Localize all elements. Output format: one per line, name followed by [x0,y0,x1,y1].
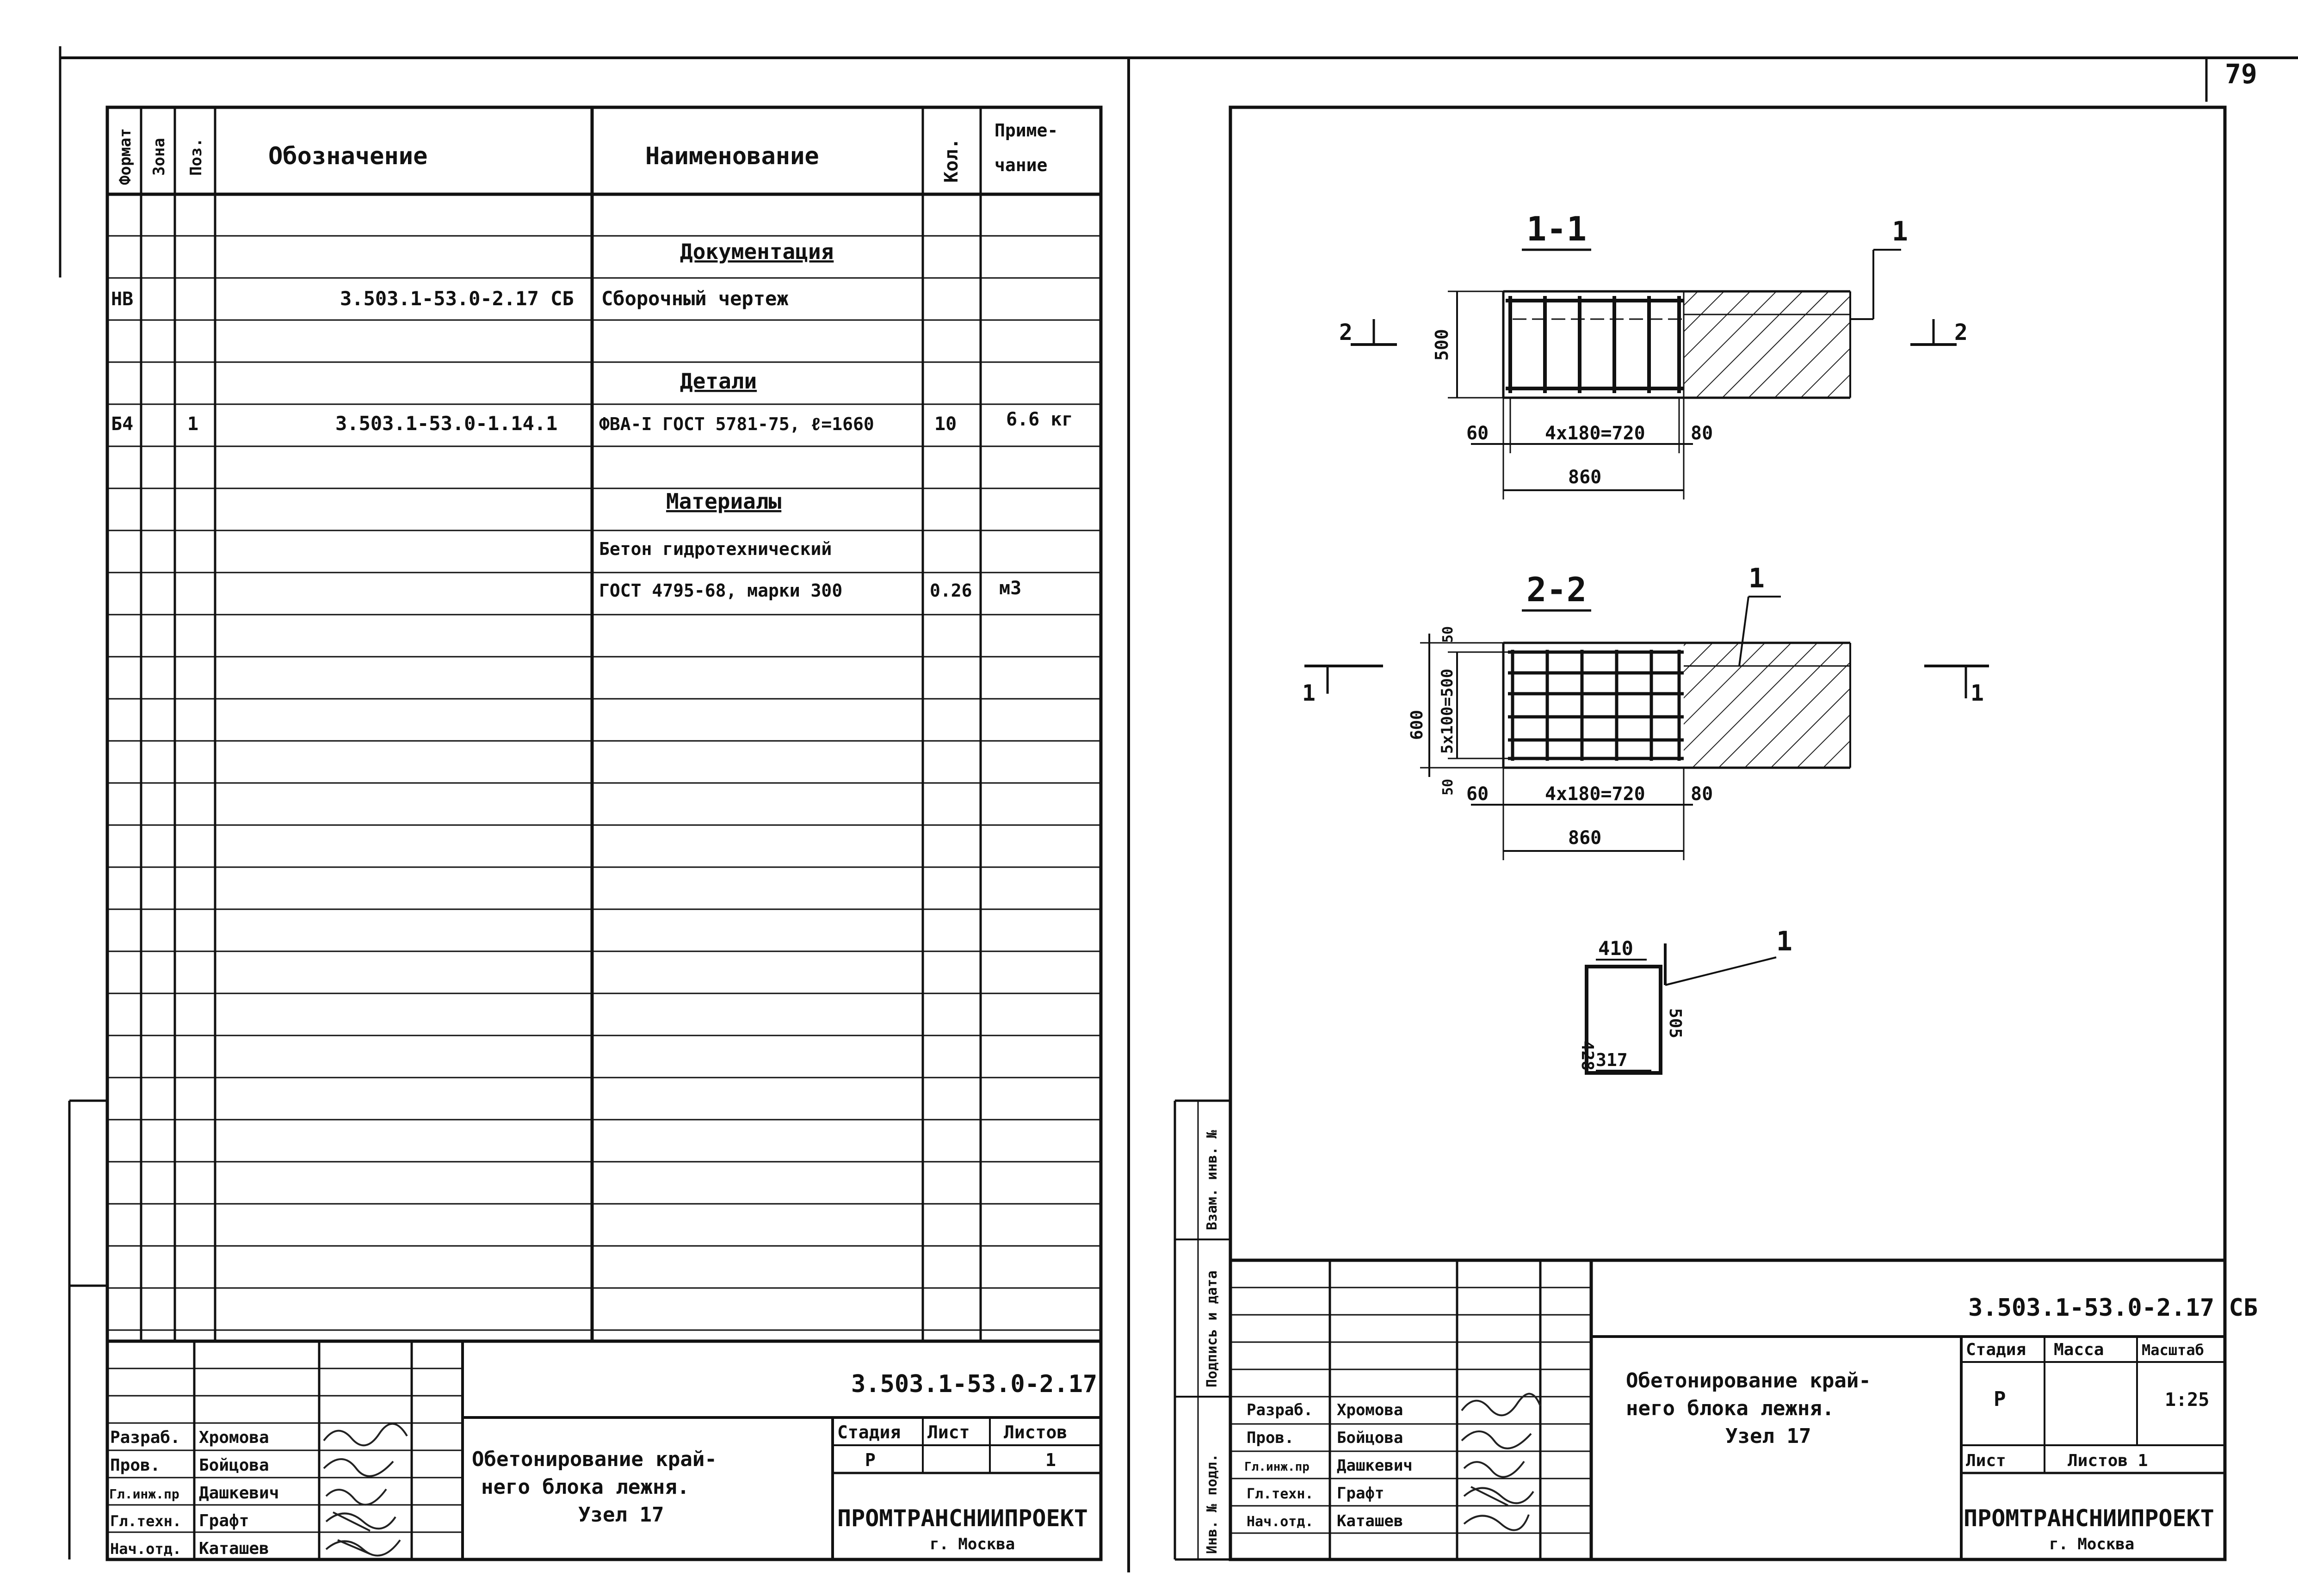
left-title-2: него блока лежня. [481,1475,690,1499]
section-heading-parts: Детали [680,369,757,394]
right-sheet-label: Лист [1966,1451,2006,1470]
bar-top: 410 [1598,937,1633,960]
s1-left: 60 [1466,423,1489,444]
row-format: Б4 [111,413,134,435]
section-heading-docs: Документация [680,239,834,264]
left-city: г. Москва [930,1535,1015,1553]
row-name: Сборочный чертеж [601,287,789,310]
s1-total: 860 [1568,467,1602,488]
bar-detail [1578,925,1792,1073]
side-label-replace: Взам. инв. № [1204,1130,1220,1230]
row-qty: 0.26 [930,580,972,601]
header-designation: Обозначение [268,142,428,170]
header-qty: Кол. [941,138,962,183]
s2-total: 860 [1568,827,1602,849]
row-name: Бетон гидротехнический [599,539,832,559]
person-name: Дашкевич [199,1484,279,1503]
person-name: Бойцова [199,1456,269,1475]
right-mass-label: Масса [2054,1340,2104,1359]
page-number: 79 [2225,58,2257,90]
left-sheets-label: Листов [1004,1422,1068,1442]
row-name: ФВА-I ГОСТ 5781-75, ℓ=1660 [599,414,874,434]
s1-span: 4x180=720 [1545,423,1645,444]
s2-right: 80 [1691,783,1713,805]
row-pos: 1 [187,413,199,435]
header-note-2: чание [995,155,1048,175]
right-title-block [1230,1260,2258,1559]
right-stage: Р [1994,1387,2006,1411]
header-pos: Поз. [187,138,205,176]
person-name: Графт [1337,1484,1384,1503]
right-doc-code: 3.503.1-53.0-2.17 СБ [1968,1294,2258,1322]
s2-left: 60 [1466,783,1489,805]
left-title-block [107,1341,1101,1559]
person-role: Разраб. [1247,1401,1313,1419]
cut-mark-right-2: 1 [1971,680,1984,706]
section-1-1-title: 1-1 [1526,210,1587,248]
row-designation: 3.503.1-53.0-1.14.1 [335,412,558,435]
left-sheets: 1 [1045,1450,1056,1470]
s2-bot: 50 [1440,778,1456,795]
section-heading-materials: Материалы [666,489,782,514]
person-role: Пров. [110,1456,161,1475]
person-name: Бойцова [1337,1429,1403,1447]
bar-right: 505 [1666,1008,1685,1039]
callout-1-bar: 1 [1776,925,1792,957]
row-note: м3 [999,578,1022,599]
row-qty: 10 [934,413,957,435]
header-name: Наименование [645,142,819,170]
person-role: Пров. [1247,1429,1294,1447]
header-format: Формат [116,128,135,185]
s2-height: 600 [1408,709,1427,740]
person-role: Нач.отд. [1247,1514,1314,1530]
row-format: НВ [111,289,134,310]
person-role: Гл.техн. [110,1512,182,1530]
cut-mark-left-2: 1 [1302,680,1316,706]
person-name: Хромова [1337,1401,1403,1419]
person-name: Хромова [199,1428,269,1447]
right-title-2: него блока лежня. [1626,1397,1835,1420]
section-2-2 [1302,562,1989,860]
s1-right: 80 [1691,423,1713,444]
person-name: Дашкевич [1337,1456,1413,1475]
bar-bottom: 317 [1596,1050,1628,1070]
callout-1: 1 [1892,216,1908,247]
callout-1-s2: 1 [1748,562,1765,594]
right-sheets-label: Листов 1 [2068,1451,2148,1470]
person-role: Гл.инж.пр [109,1486,179,1502]
bar-left: 428 [1578,1041,1597,1071]
person-role: Нач.отд. [110,1540,182,1558]
specification-table [107,107,1101,1559]
left-title-1: Обетонирование край- [472,1448,717,1471]
person-role: Гл.техн. [1247,1486,1314,1502]
person-name: Каташев [199,1539,269,1558]
cut-mark-left: 2 [1339,320,1353,345]
left-margin-bracket [69,1101,107,1559]
s2-inner: 5x100=500 [1438,668,1457,754]
right-city: г. Москва [2049,1535,2135,1553]
signatures-right [1462,1394,1540,1530]
header-zone: Зона [150,138,168,176]
person-role: Гл.инж.пр [1244,1460,1310,1474]
left-sheet-label: Лист [927,1422,970,1442]
person-role: Разраб. [110,1428,180,1447]
left-stage-label: Стадия [837,1422,901,1442]
s2-span: 4x180=720 [1545,783,1645,805]
row-designation: 3.503.1-53.0-2.17 СБ [340,287,574,310]
section-2-2-title: 2-2 [1526,570,1587,609]
header-note-1: Приме- [995,120,1058,141]
right-org: ПРОМТРАНСНИИПРОЕКТ [1964,1505,2214,1532]
row-note: 6.6 кг [1006,409,1073,430]
section-1-1 [1339,210,1968,499]
row-name: ГОСТ 4795-68, марки 300 [599,580,843,601]
side-label-inv: Инв. № подл. [1204,1454,1220,1554]
right-scale-label: Масштаб [2142,1341,2204,1359]
signatures [324,1424,407,1556]
left-org: ПРОМТРАНСНИИПРОЕКТ [837,1505,1088,1532]
side-label-sign: Подпись и дата [1204,1270,1220,1387]
s2-top: 50 [1440,626,1456,643]
left-stage: Р [865,1450,876,1470]
person-name: Каташев [1337,1512,1403,1530]
s1-height: 500 [1432,329,1452,361]
left-title-3: Узел 17 [578,1503,664,1527]
right-scale: 1:25 [2165,1389,2210,1411]
left-doc-code: 3.503.1-53.0-2.17 [851,1370,1098,1398]
right-title-1: Обетонирование край- [1626,1369,1871,1393]
cut-mark-right: 2 [1954,320,1968,345]
person-name: Графт [199,1511,249,1530]
right-title-3: Узел 17 [1725,1424,1811,1448]
right-stage-label: Стадия [1966,1340,2026,1359]
